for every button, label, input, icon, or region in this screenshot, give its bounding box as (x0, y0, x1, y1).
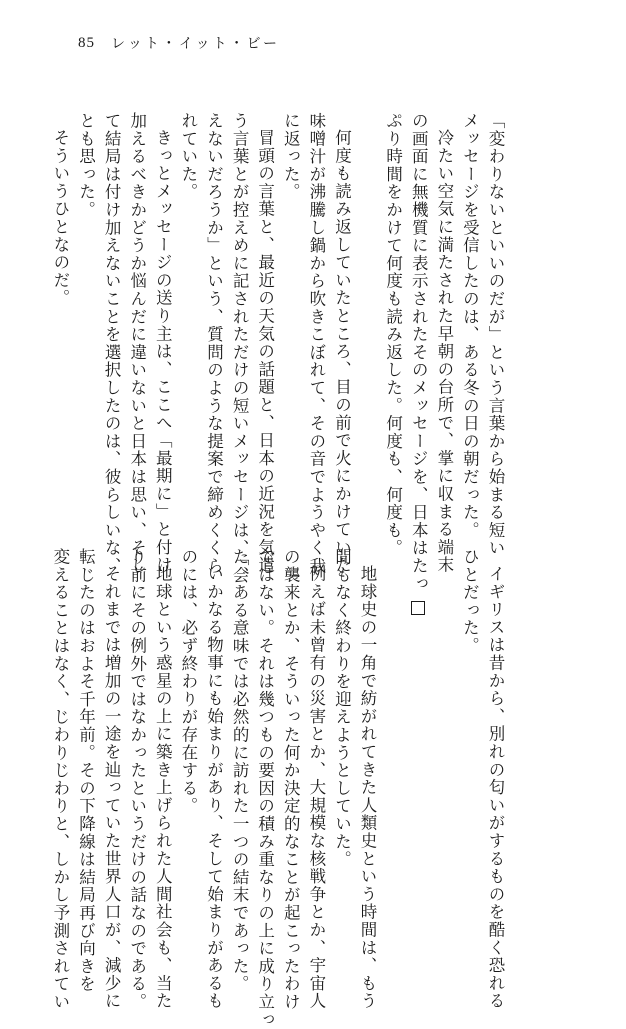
text-line: 味噌汁が沸騰し鍋から吹きこぼれて、その音でようやく我 (306, 112, 326, 575)
text-line: り前にその例外ではなかったというだけの話なのである。 (127, 548, 147, 1011)
page-number: 85 (78, 34, 95, 51)
text-line: メッセージを受信したのは、ある冬の日の朝だった。 (460, 112, 480, 540)
blank-line (431, 548, 457, 962)
text-line: とも思った。 (76, 112, 96, 219)
text-line: のには、必ず終わりが存在する。 (178, 548, 198, 815)
text-line: 変えることはなく、じわりじわりと、しかし予測されてい (50, 548, 70, 1011)
text-line: う言葉とが控えめに記されただけの短いメッセージは、「会 (230, 112, 250, 585)
text-block-top (47, 112, 508, 593)
text-line: ぷり時間をかけて何度も読み返した。何度も、何度も。 (383, 112, 403, 557)
text-line: 間もなく終わりを迎えようとしていた。 (332, 548, 352, 869)
text-line: ひとだった。 (460, 548, 480, 655)
text-line: 転じたのはおよそ千年前。その下降線は結局再び向きを (76, 548, 96, 993)
text-line: 冒頭の言葉と、最近の天気の話題と、日本の近況を気遣 (255, 128, 275, 574)
section-break-mark (406, 548, 432, 962)
running-header (78, 33, 280, 53)
text-line: の画面に無機質に表示されたそのメッセージを、日本はたっ (409, 112, 429, 593)
text-line: それまでは増加の一途を辿っていた世界人口が、減少に (102, 564, 122, 1010)
text-line: 加えるべきかどうか悩んだに違いないと日本は思い、そし (127, 112, 147, 575)
running-title: レット・イット・ビー (111, 36, 281, 52)
section-break-box (411, 601, 425, 615)
text-line: いかなる物事にも始まりがあり、そして始まりがあるも (204, 564, 224, 1010)
text-line: た、ある意味では必然的に訪れた一つの結末であった。 (230, 548, 250, 993)
text-line: の襲来とか、そういった何か決定的なことが起こったわけ (281, 548, 301, 1011)
text-line: イギリスは昔から、別れの匂いがするものを酷く恐れる (486, 564, 505, 1010)
blank-line (354, 112, 380, 512)
text-line: 地球史の一角で紡がれてきた人類史という時間は、もう (358, 564, 378, 1010)
text-line: 例えば未曾有の災害とか、大規模な核戦争とか、宇宙人 (306, 564, 326, 1010)
blank-line (380, 548, 406, 962)
text-line: 何度も読み返していたところ、目の前で火にかけていた (332, 128, 352, 574)
text-line: そういうひとなのだ。 (50, 128, 70, 307)
text-line: 地球という惑星の上に築き上げられた人間社会も、当た (153, 564, 173, 1010)
text-line: きっとメッセージの送り主は、ここへ「最期に」と付け (153, 128, 173, 574)
text-line: れていた。 (178, 112, 198, 201)
text-line: に返った。 (281, 112, 301, 201)
text-line: ではない。それは幾つもの要因の積み重なりの上に成り立っ (255, 548, 275, 1029)
text-line: 「変わりないといいのだが」という言葉から始まる短い (486, 112, 505, 557)
text-line: えないだろうか」という、質問のような提案で締めくくら (204, 112, 224, 575)
text-line: 冷たい空気に満たされた早朝の台所で、掌に収まる端末 (434, 128, 454, 574)
text-block-bottom (47, 548, 508, 1029)
text-line: て結局は付け加えないことを選択したのは、彼らしいな、 (102, 112, 122, 575)
